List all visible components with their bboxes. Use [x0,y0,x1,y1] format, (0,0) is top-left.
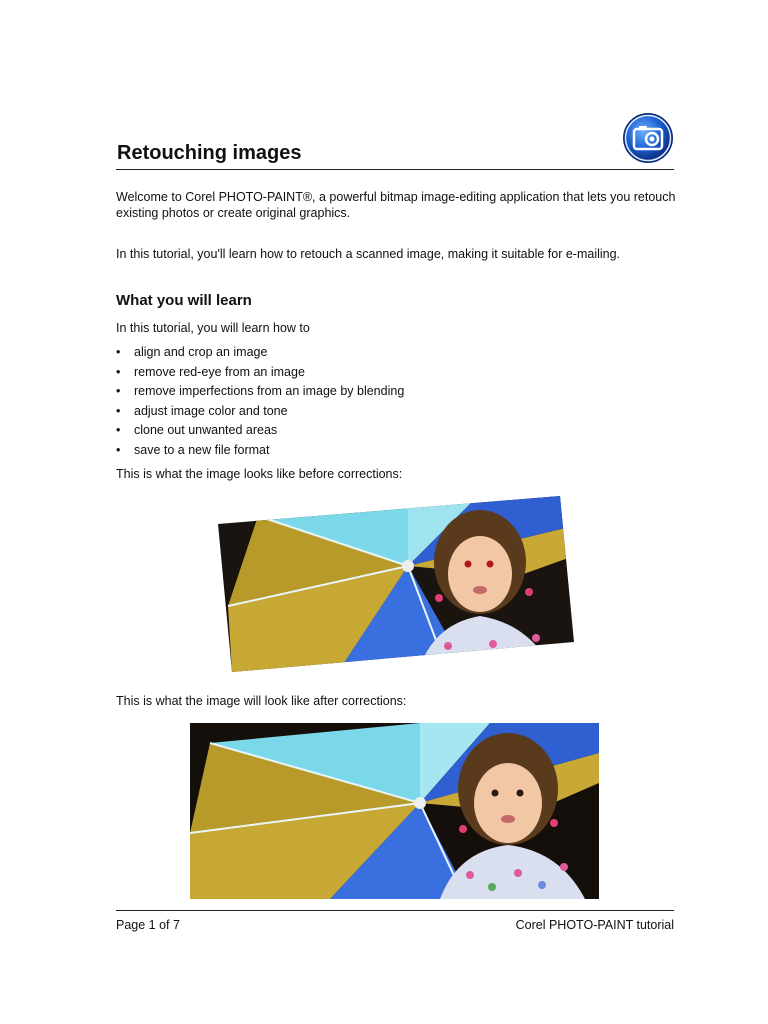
document-name: Corel PHOTO-PAINT tutorial [515,918,674,932]
bullet-icon: • [116,384,121,399]
list-item: • save to a new file format [116,441,616,461]
list-item: • align and crop an image [116,343,616,363]
list-item: • remove imperfections from an image by blending [116,382,616,402]
list-item: • adjust image color and tone [116,402,616,422]
bullet-icon: • [116,423,121,438]
after-photo [190,723,599,899]
before-caption: This is what the image looks like before corrections: [116,467,403,481]
before-photo [218,496,574,672]
page-title: Retouching images [117,142,302,164]
bullet-icon: • [116,364,121,379]
footer-divider [116,910,674,911]
after-caption: This is what the image will look like after corrections: [116,694,407,708]
list-item: • remove red-eye from an image [116,363,616,383]
list-item: • clone out unwanted areas [116,421,616,441]
bullet-icon: • [116,442,121,457]
bullet-icon: • [116,403,121,418]
tutorial-intro-paragraph: In this tutorial, you'll learn how to retouch a scanned image, making it suitable for e-mailing. [116,247,621,261]
title-divider [116,169,674,170]
intro-paragraph: Welcome to Corel PHOTO-PAINT®, a powerful bitmap image-editing application that lets you retouch existing photos or create original graphics. [116,190,676,220]
bullet-icon: • [116,345,121,359]
section-lead: In this tutorial, you will learn how to [116,321,310,335]
learning-list [116,343,616,461]
page-number: Page 1 of 7 [116,918,180,932]
section-heading: What you will learn [116,292,252,309]
camera-logo-icon [622,112,674,164]
